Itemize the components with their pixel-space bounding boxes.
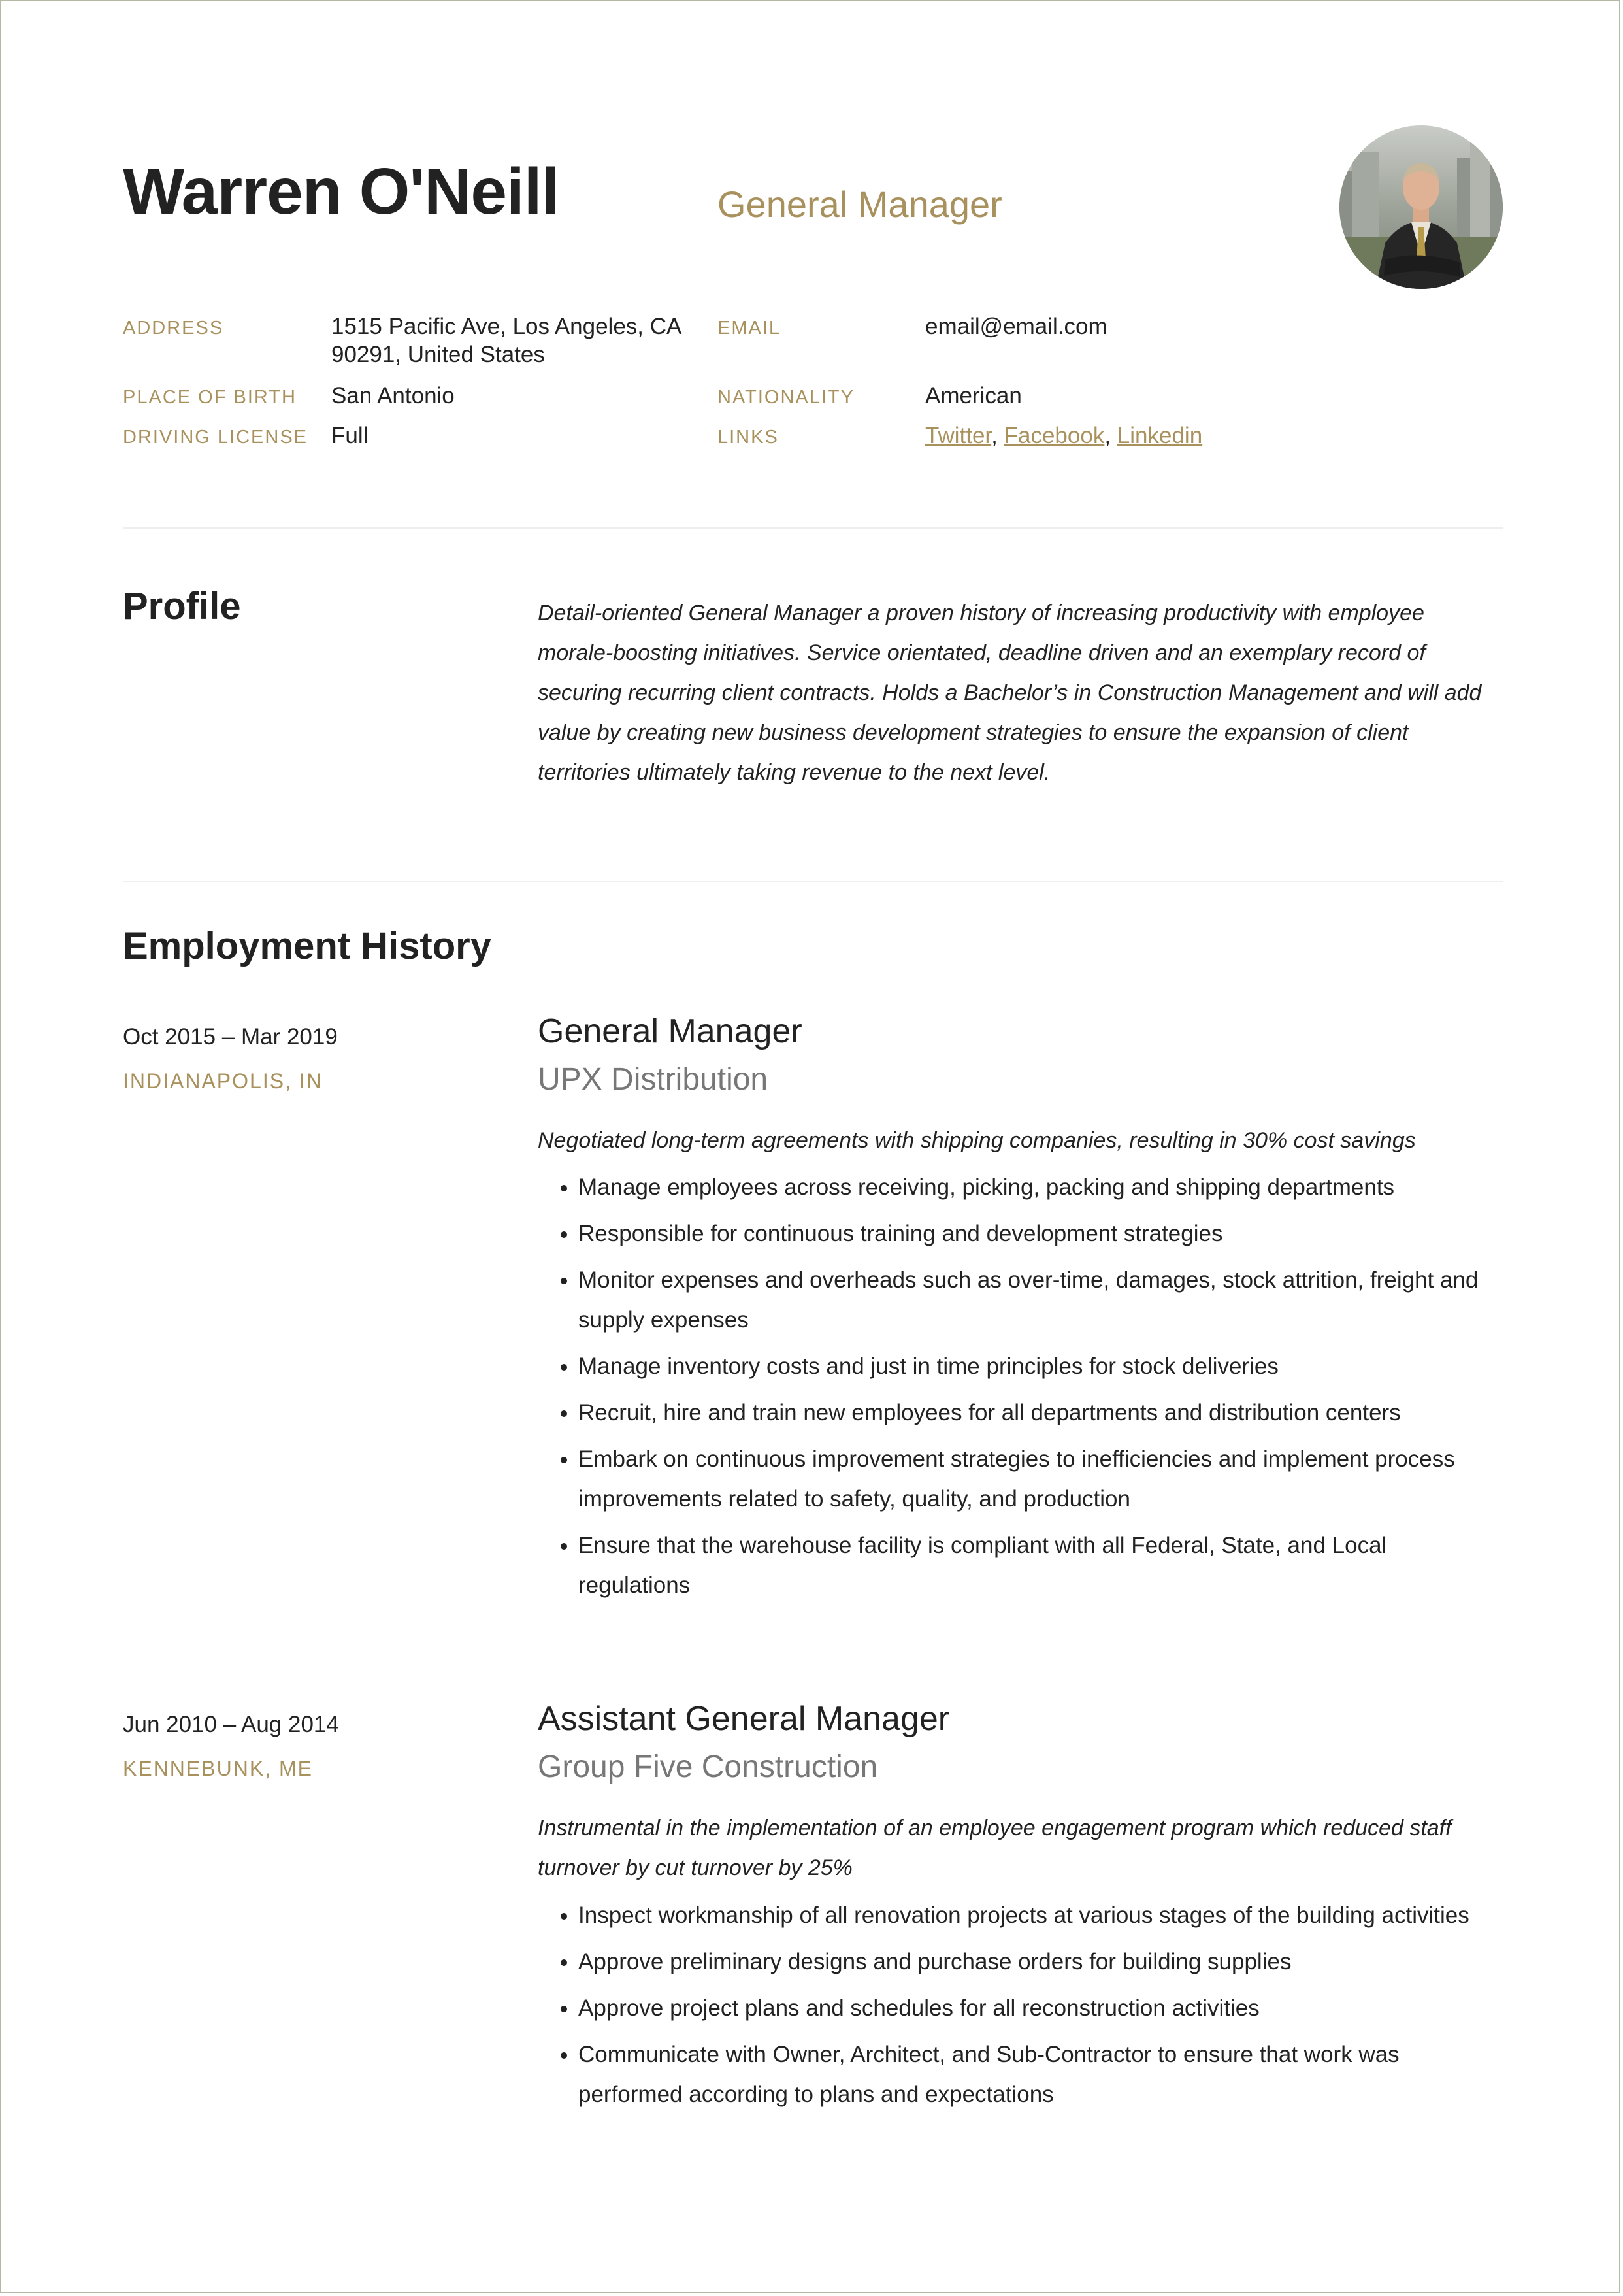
linkedin-link[interactable]: Linkedin (1117, 423, 1203, 448)
job-title: General Manager (538, 1012, 802, 1050)
list-item: • Manage inventory costs and just in time principles for stock deliveries (578, 1346, 1505, 1386)
nationality-label: NATIONALITY (717, 387, 855, 408)
address-value (331, 312, 681, 369)
job-dates: Oct 2015 – Mar 2019 (123, 1024, 338, 1050)
list-item: • Approve project plans and schedules for all reconstruction activities (578, 1988, 1505, 2028)
job-dates: Jun 2010 – Aug 2014 (123, 1712, 339, 1737)
address-line-2: 90291, United States (331, 342, 545, 367)
list-item: • Responsible for continuous training and development strategies (578, 1214, 1505, 1254)
email-label: EMAIL (717, 318, 781, 339)
list-item: • Recruit, hire and train new employees for all departments and distribution centers (578, 1393, 1505, 1433)
candidate-name: Warren O'Neill (123, 155, 559, 228)
address-line-1: 1515 Pacific Ave, Los Angeles, CA (331, 314, 682, 339)
address-label: ADDRESS (123, 318, 224, 339)
job-duties (538, 1895, 1505, 2121)
license-label: DRIVING LICENSE (123, 427, 308, 448)
list-item: • Embark on continuous improvement strategies to inefficiencies and implement process improvements related to safety, quality, and production (578, 1439, 1505, 1519)
divider (123, 527, 1503, 529)
job-title: Assistant General Manager (538, 1700, 950, 1738)
job-company: UPX Distribution (538, 1062, 768, 1097)
birth-value: San Antonio (331, 383, 455, 408)
list-item: • Ensure that the warehouse facility is compliant with all Federal, State, and Local regulations (578, 1525, 1505, 1605)
bullet-list (538, 1167, 1505, 1605)
employment-heading: Employment History (123, 925, 491, 967)
candidate-title: General Manager (717, 184, 1002, 225)
list-item: • Communicate with Owner, Architect, and Sub-Contractor to ensure that work was performed according to plans and expectations (578, 2035, 1505, 2114)
divider (123, 881, 1503, 882)
list-item: • Manage employees across receiving, picking, packing and shipping departments (578, 1167, 1505, 1207)
job-company: Group Five Construction (538, 1750, 878, 1784)
job-duties (538, 1167, 1505, 1612)
list-item: • Approve preliminary designs and purchase orders for building supplies (578, 1942, 1505, 1982)
job-summary: Instrumental in the implementation of an employee engagement program which reduced staff turnover by cut turnover by 25% (538, 1816, 1452, 1880)
link-separator: , (1104, 423, 1111, 448)
email-value: email@email.com (925, 314, 1107, 339)
birth-label: PLACE OF BIRTH (123, 387, 297, 408)
link-separator: , (991, 423, 998, 448)
job-summary: Negotiated long-term agreements with shipping companies, resulting in 30% cost savings (538, 1128, 1416, 1153)
portrait-photo-icon (1339, 125, 1503, 289)
bullet-list (538, 1895, 1505, 2114)
job-location: INDIANAPOLIS, IN (123, 1069, 323, 1093)
job-location: KENNEBUNK, ME (123, 1757, 313, 1780)
links-label: LINKS (717, 427, 779, 448)
profile-text: Detail-oriented General Manager a proven history of increasing productivity with employee morale-boosting initiatives. Service orientated, deadline driven and an exemplary record of securing recurring client contracts. Holds a Bachelor’s in Construction Management and will add value by creating new business development strategies to ensure the expansion of client territories ultimately taking revenue to the next level. (538, 601, 1482, 785)
facebook-link[interactable]: Facebook (1004, 423, 1105, 448)
list-item: • Monitor expenses and overheads such as over-time, damages, stock attrition, freight and supply expenses (578, 1260, 1505, 1340)
list-item: • Inspect workmanship of all renovation projects at various stages of the building activities (578, 1895, 1505, 1935)
links-list (925, 422, 1202, 450)
license-value: Full (331, 423, 369, 448)
profile-photo (1339, 125, 1503, 289)
twitter-link[interactable]: Twitter (925, 423, 992, 448)
nationality-value: American (925, 383, 1022, 408)
profile-heading: Profile (123, 585, 241, 627)
